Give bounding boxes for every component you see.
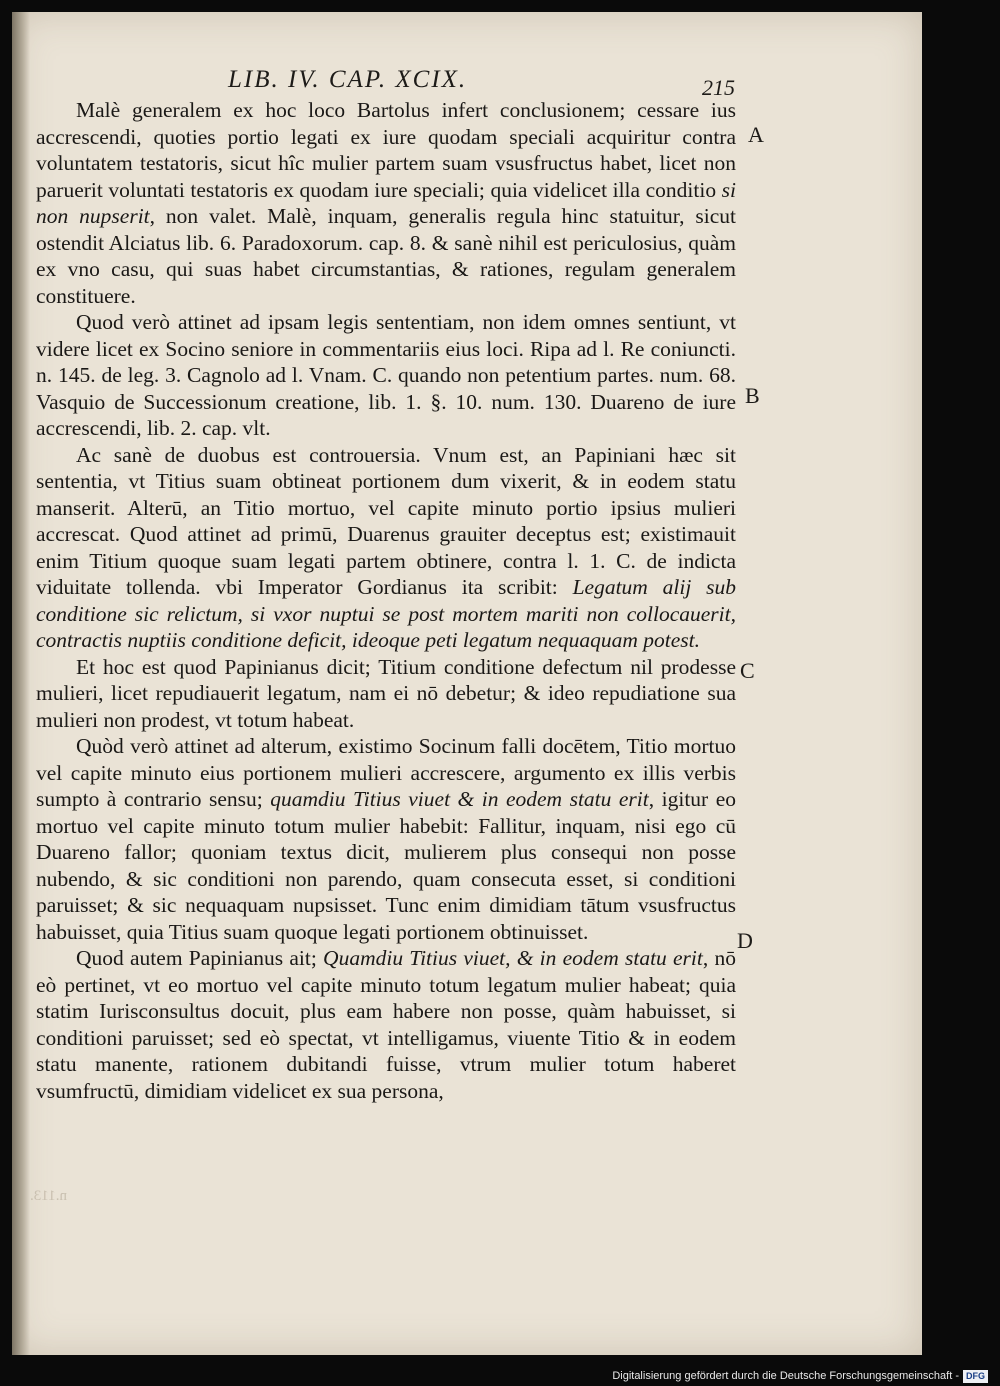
text-segment: , igitur eo mortuo vel capite minuto totum mulier habebit: Fallitur, inquam, nisi ego cū Duareno fallor; quoniam textus dicit, mulierem plus consequi non posse nubendo, & sic conditioni non parendo, quam consecuta esset, si conditioni paruisset; & sic nequaquam nupsisset. Tunc enim dimidiam tātum vsusfructus habuisset, quia Titius suam quoque legati portionem obtinuisset. (36, 787, 736, 944)
running-title: LIB. IV. CAP. XCIX. (228, 66, 468, 93)
paragraph (36, 442, 736, 654)
margin-letter-d: D (737, 928, 753, 953)
paragraph (36, 97, 736, 309)
text-segment: , non valet. Malè, inquam, generalis regula hinc statuitur, sicut ostendit Alciatus lib. 6. Paradoxorum. cap. 8. & sanè nihil est periculosius, quàm ex vno casu, qui suas habet circumstantias, & rationes, regulam generalem constituere. (36, 204, 736, 308)
italic-quote: Quamdiu Titius viuet, & in eodem statu erit (323, 946, 703, 970)
margin-letter-a: A (748, 122, 764, 147)
text-segment: Quod verò attinet ad ipsam legis sententiam, non idem omnes sentiunt, vt videre licet ex Socino seniore in commentariis eius loci. Ripa ad l. Re coniuncti. n. 145. de leg. 3. Cagnolo ad l. Vnam. C. quando non petentium partes. num. 68. Vasquio de Successionum creatione, lib. 1. §. 10. num. 130. Duareno de iure accrescendi, lib. 2. cap. vlt. (36, 310, 736, 440)
text-segment: Quòd verò attinet ad alterum, existimo Socinum falli docētem, Titio mortuo vel capite minuto eius portionem mulieri accrescere, argumento ex illis verbis sumpto à contrario sensu; (36, 734, 736, 811)
digitization-footer (612, 1368, 988, 1384)
bleed-through-mark: n.113. (30, 1188, 67, 1204)
paragraph (36, 309, 736, 442)
dfg-logo: DFG (963, 1370, 988, 1383)
text-segment: Malè generalem ex hoc loco Bartolus infert conclusionem; cessare ius accrescendi, quoties portio legati ex iure quodam speciali acquiritur contra voluntatem testatoris, sicut hîc mulier partem suam vsusfructus habet, licet non paruerit voluntati testatoris ex quodam iure speciali; quia videlicet illa conditio (36, 98, 736, 202)
paragraph (36, 654, 736, 734)
text-segment: Et hoc est quod Papinianus dicit; Titium conditione defectum nil prodesse mulieri, licet repudiauerit legatum, nam ei nō debetur; & ideo repudiatione sua mulieri non prodest, vt totum habeat. (36, 654, 736, 732)
italic-quote: Legatum alij sub conditione sic relictum, si vxor nuptui se post mortem mariti non collocauerit, contractis nuptiis conditione deficit, ideoque peti legatum nequaquam potest. (36, 575, 736, 652)
paragraph (36, 733, 736, 945)
body-text (36, 97, 736, 1104)
text-segment: Ac sanè de duobus est controuersia. Vnum est, an Papiniani hæc sit sententia, vt Titius suam obtineat portionem dum vixerit, & in eodem statu manserit. Alterū, an Titio mortuo, vel capite minuto portio ipsius mulieri accrescat. Quod attinet ad primū, Duarenus grauiter deceptus est; existimauit enim Titium quoque suam legati partem obtinere, contra l. 1. C. de indicta viduitate tollenda. vbi Imperator Gordianus ita scribit: (36, 442, 736, 599)
page-gutter-shadow (12, 12, 30, 1355)
page-number: 215 (702, 75, 735, 100)
text-segment: Quod autem Papinianus ait; (76, 946, 324, 970)
paragraph (36, 945, 736, 1104)
margin-letter-b: B (745, 383, 760, 408)
margin-letter-c: C (740, 658, 755, 683)
italic-quote: si non nupserit (36, 177, 736, 228)
italic-quote: quamdiu Titius viuet & in eodem statu erit (270, 787, 649, 811)
footer-credit: Digitalisierung gefördert durch die Deutsche Forschungsgemeinschaft - (612, 1370, 959, 1382)
text-segment: , nō eò pertinet, vt eo mortuo vel capite minuto totum legatum mulier habeat; quia statim Iurisconsultus docuit, plus eam habere non posse, quàm habuisset, si conditioni paruisset; sed eò spectat, vt intelligamus, viuente Titio & in eodem statu manente, rationem dubitandi fuisse, vtrum mulier totum haberet vsumfructū, dimidiam videlicet ex sua persona, (36, 946, 736, 1103)
